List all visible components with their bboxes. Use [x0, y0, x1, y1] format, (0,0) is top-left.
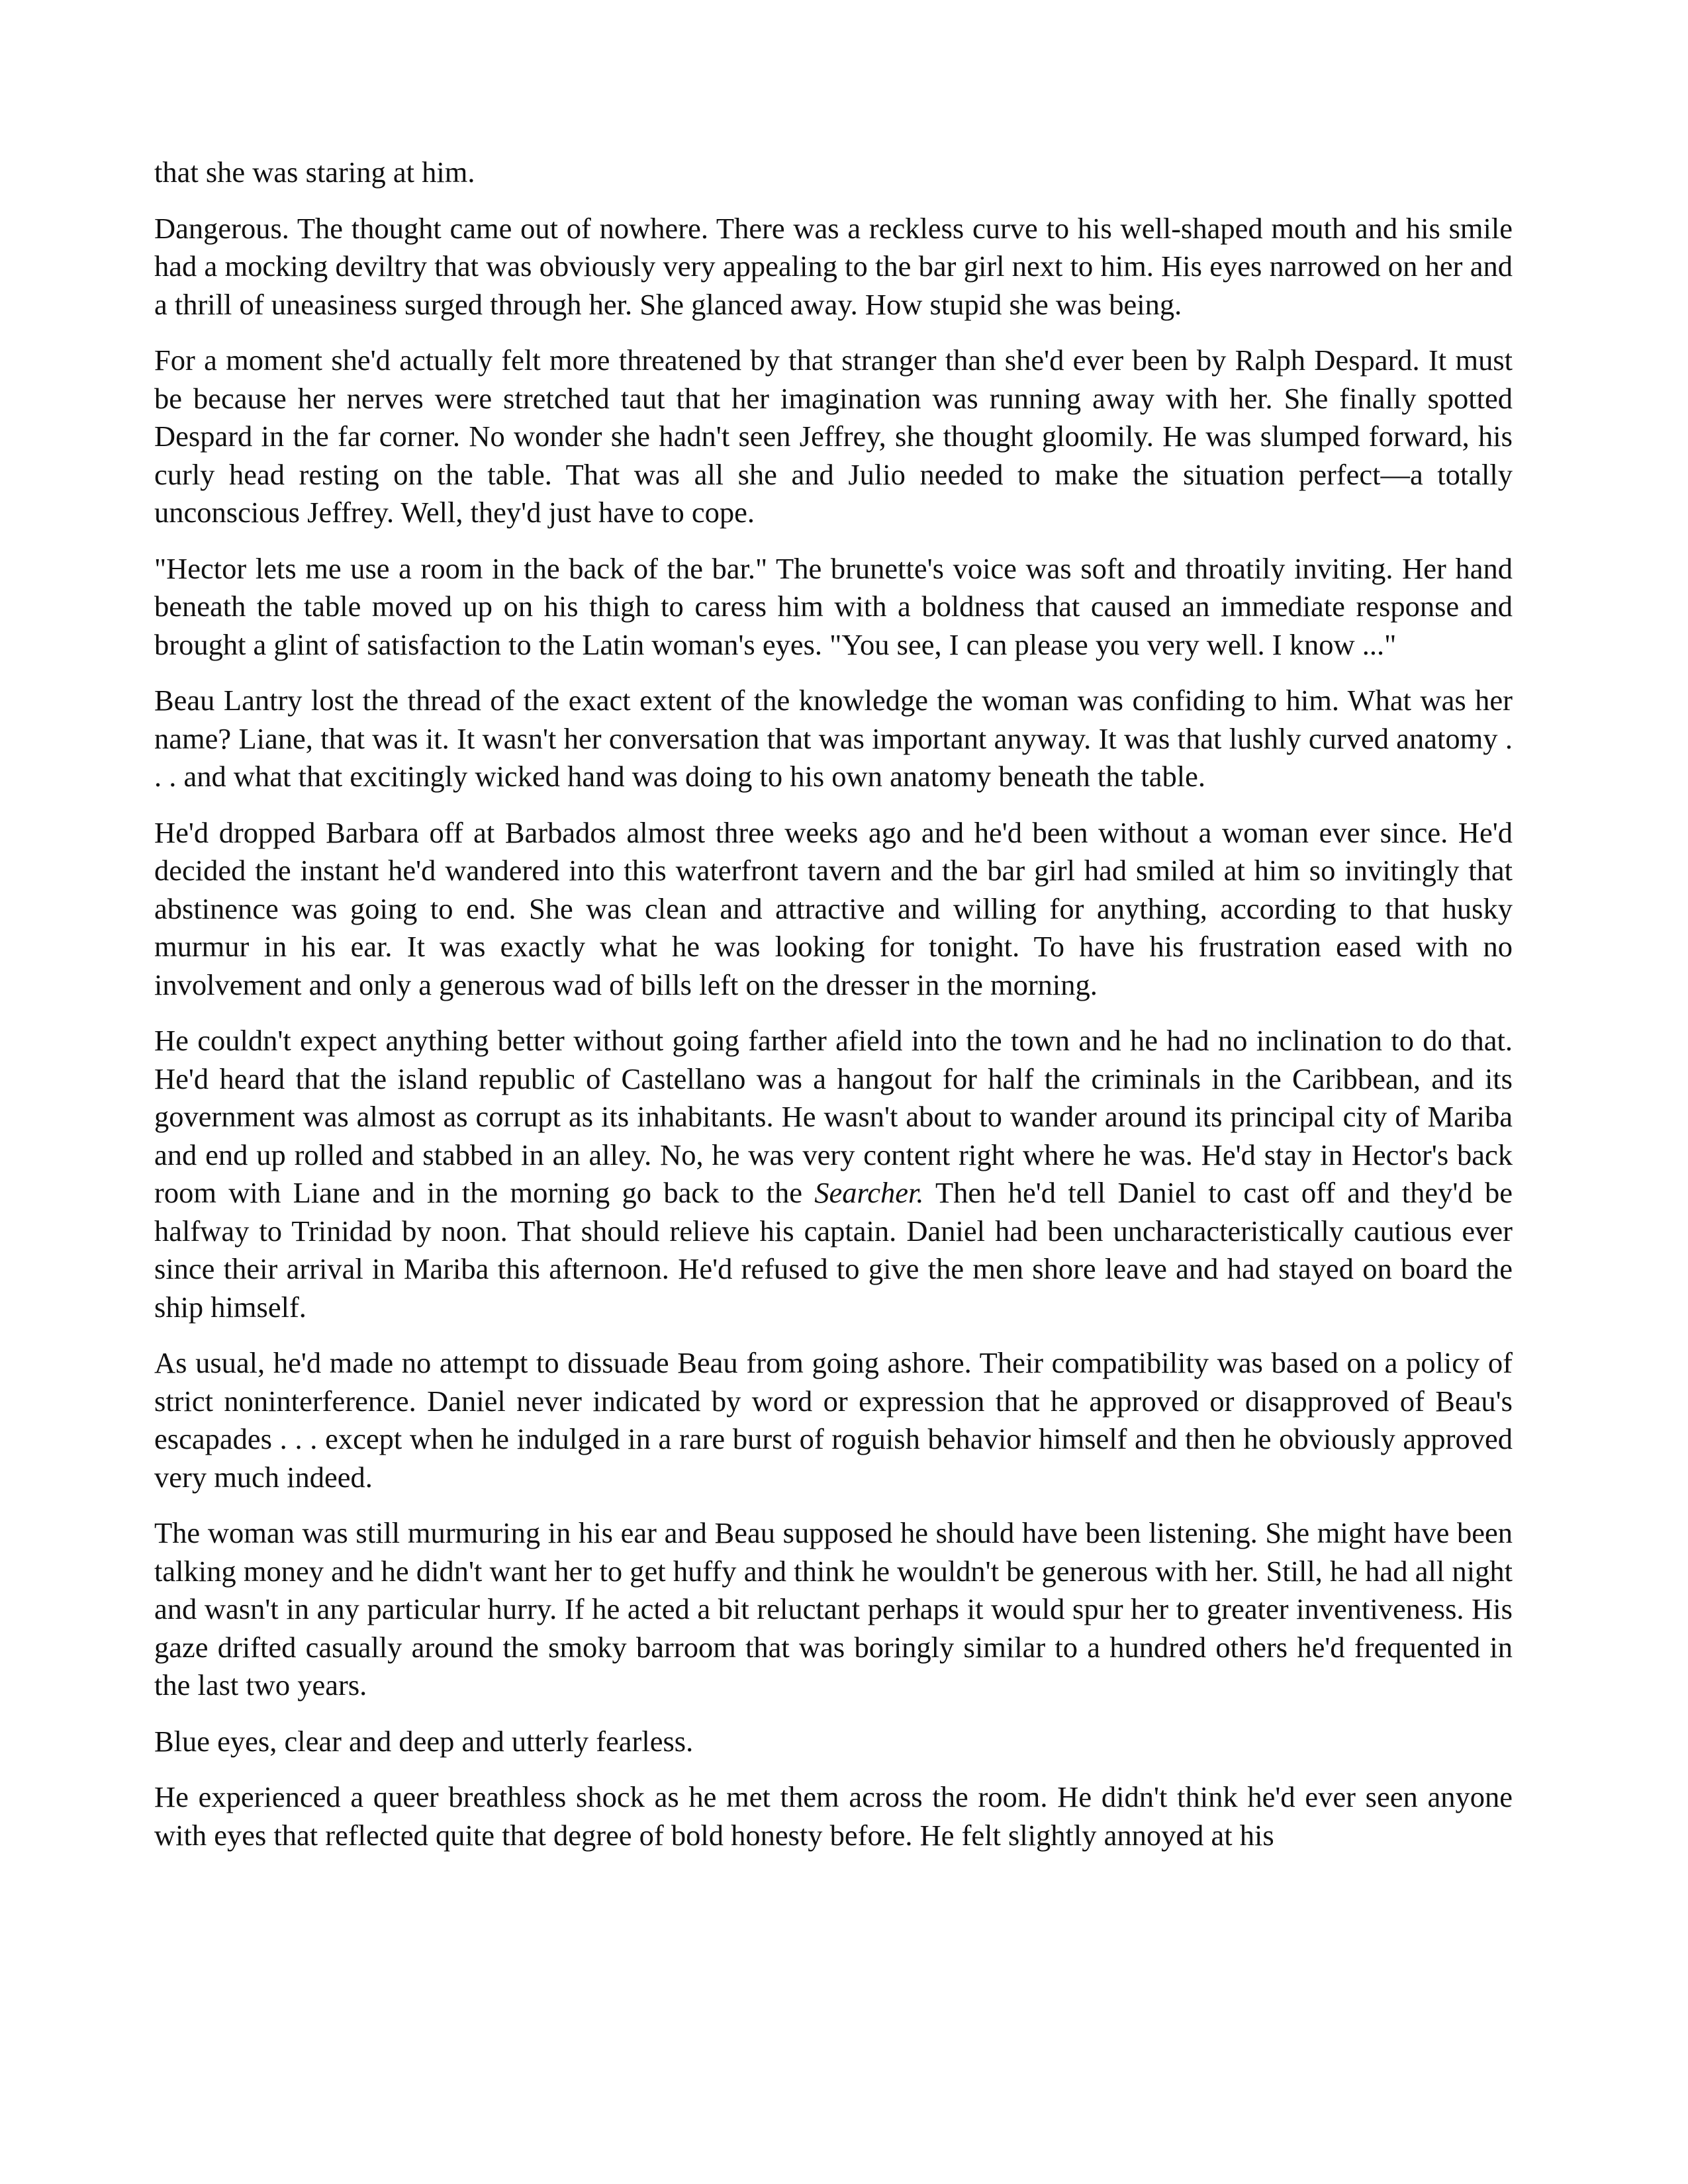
- paragraph-text: Then he'd tell Daniel to cast off and they'd be halfway to Trinidad by noon. That should relieve his captain. Daniel had been uncharacteristically cautious ever since their arrival in Mariba this afternoon. He'd refused to give the men shore leave and had stayed on board the ship himself.: [154, 1176, 1513, 1324]
- paragraph: Blue eyes, clear and deep and utterly fearless.: [154, 1724, 694, 1758]
- paragraph: "Hector lets me use a room in the back of the bar." The brunette's voice was soft and throatily inviting. Her hand beneath the table moved up on his thigh to caress him with a boldness that caused an immediate response and brought a glint of satisfaction to the Latin woman's eyes. "You see, I can please you very well. I know ...": [154, 551, 1513, 661]
- paragraph-text: He couldn't expect anything better without going farther afield into the town and he had no inclination to do that. He'd heard that the island republic of Castellano was a hangout for half the criminals in the Caribbean, and its government was almost as corrupt as its inhabitants. He wasn't about to wander around its principal city of Mariba and end up rolled and stabbed in an alley. No, he was very content right where he was. He'd stay in Hector's back room with Liane and in the morning go back to the: [154, 1024, 1513, 1209]
- paragraph: He'd dropped Barbara off at Barbados almost three weeks ago and he'd been without a woman ever since. He'd decided the instant he'd wandered into this waterfront tavern and the bar girl had smiled at him so invitingly that abstinence was going to end. She was clean and attractive and willing for anything, according to that husky murmur in his ear. It was exactly what he was looking for tonight. To have his frustration eased with no involvement and only a generous wad of bills left on the dresser in the morning.: [154, 815, 1513, 1001]
- paragraph: As usual, he'd made no attempt to dissuade Beau from going ashore. Their compatibility was based on a policy of strict noninterference. Daniel never indicated by word or expression that he approved or disapproved of Beau's escapades . . . except when he indulged in a rare burst of roguish behavior himself and then he obviously approved very much indeed.: [154, 1346, 1513, 1494]
- paragraph: that she was staring at him.: [154, 156, 475, 189]
- paragraph: For a moment she'd actually felt more threatened by that stranger than she'd ever been by Ralph Despard. It must be because her nerves were stretched taut that her imagination was running away with her. She finally spotted Despard in the far corner. No wonder she hadn't seen Jeffrey, she thought gloomily. He was slumped forward, his curly head resting on the table. That was all she and Julio needed to make the situation perfect—a totally unconscious Jeffrey. Well, they'd just have to cope.: [154, 343, 1513, 529]
- paragraph: [154, 1022, 1513, 1326]
- paragraph: Beau Lantry lost the thread of the exact extent of the knowledge the woman was confiding to him. What was her name? Liane, that was it. It wasn't her conversation that was important anyway. It was that lushly curved anatomy . . . and what that excitingly wicked hand was doing to his own anatomy beneath the table.: [154, 684, 1513, 793]
- paragraph: Dangerous. The thought came out of nowhere. There was a reckless curve to his well-shaped mouth and his smile had a mocking deviltry that was obviously very appealing to the bar girl next to him. His eyes narrowed on her and a thrill of uneasiness surged through her. She glanced away. How stupid she was being.: [154, 211, 1513, 321]
- document-page: [154, 154, 1513, 1872]
- paragraph: The woman was still murmuring in his ear and Beau supposed he should have been listening. She might have been talking money and he didn't want her to get huffy and think he wouldn't be generous with her. Still, he had all night and wasn't in any particular hurry. If he acted a bit reluctant perhaps it would spur her to greater inventiveness. His gaze drifted casually around the smoky barroom that was boringly similar to a hundred others he'd frequented in the last two years.: [154, 1516, 1513, 1702]
- ship-name: Searcher.: [814, 1176, 924, 1209]
- paragraph: He experienced a queer breathless shock as he met them across the room. He didn't think he'd ever seen anyone with eyes that reflected quite that degree of bold honesty before. He felt slightly annoyed at his: [154, 1780, 1513, 1852]
